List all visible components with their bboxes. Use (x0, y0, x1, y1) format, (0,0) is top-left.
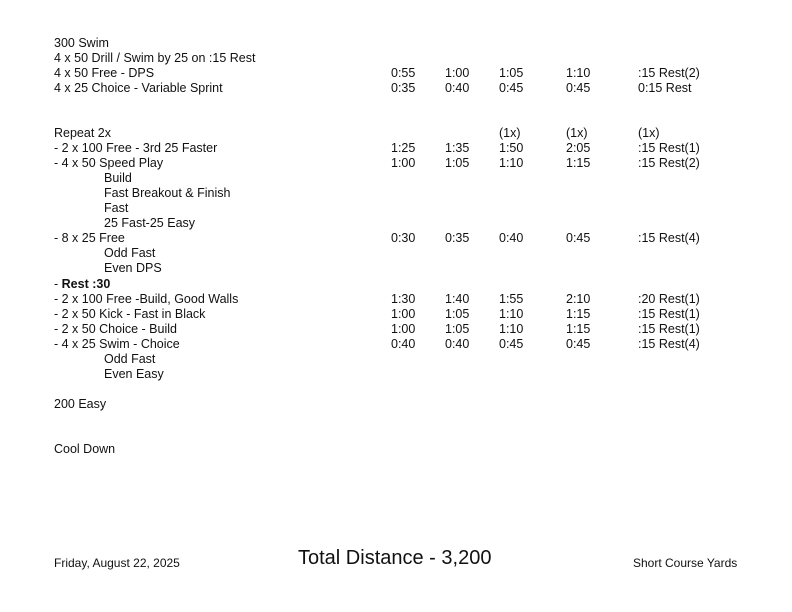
interval-col-4: 0:45 (566, 81, 591, 95)
interval-col-3: 0:40 (499, 231, 524, 245)
line-text: - 2 x 50 Choice - Build (54, 322, 177, 336)
line-text: Fast Breakout & Finish (104, 186, 231, 200)
interval-col-1: 1:25 (391, 141, 416, 155)
line-text: - 2 x 50 Kick - Fast in Black (54, 307, 206, 321)
line-text: - 2 x 100 Free - 3rd 25 Faster (54, 141, 218, 155)
interval-col-3: 0:45 (499, 337, 524, 351)
rest-col: :15 Rest(2) (638, 66, 700, 80)
interval-col-2: 1:00 (445, 66, 470, 80)
interval-col-1: 1:30 (391, 292, 416, 306)
rest-col: (1x) (638, 126, 660, 140)
rest-col: :15 Rest(4) (638, 337, 700, 351)
interval-col-2: 1:05 (445, 156, 470, 170)
line-text: 25 Fast-25 Easy (104, 216, 196, 230)
rest-col: :15 Rest(1) (638, 307, 700, 321)
line-text: - 4 x 25 Swim - Choice (54, 337, 180, 351)
line-text: - 8 x 25 Free (54, 231, 125, 245)
interval-col-3: 1:10 (499, 322, 524, 336)
interval-col-4: 1:15 (566, 307, 591, 321)
interval-col-1: 1:00 (391, 322, 416, 336)
interval-col-4: (1x) (566, 126, 588, 140)
interval-col-2: 0:40 (445, 337, 470, 351)
line-text: - 4 x 50 Speed Play (54, 156, 164, 170)
line-text: Odd Fast (104, 246, 156, 260)
interval-col-1: 1:00 (391, 307, 416, 321)
interval-col-4: 2:05 (566, 141, 591, 155)
rest-col: 0:15 Rest (638, 81, 692, 95)
rest-col: :15 Rest(1) (638, 322, 700, 336)
line-text: 4 x 25 Choice - Variable Sprint (54, 81, 223, 95)
rest-line (54, 277, 110, 292)
interval-col-2: 0:35 (445, 231, 470, 245)
interval-col-3: 1:10 (499, 307, 524, 321)
line-text: 4 x 50 Free - DPS (54, 66, 155, 80)
interval-col-2: 1:35 (445, 141, 470, 155)
interval-col-3: (1x) (499, 126, 521, 140)
line-prefix: - (54, 277, 62, 291)
line-text: Even DPS (104, 261, 162, 275)
line-text: 4 x 50 Drill / Swim by 25 on :15 Rest (54, 51, 256, 65)
line-text: Build (104, 171, 132, 185)
interval-col-2: 1:05 (445, 322, 470, 336)
line-text: Repeat 2x (54, 126, 111, 140)
interval-col-2: 1:40 (445, 292, 470, 306)
interval-col-4: 2:10 (566, 292, 591, 306)
rest-col: :15 Rest(1) (638, 141, 700, 155)
interval-col-1: 0:35 (391, 81, 416, 95)
rest-col: :15 Rest(4) (638, 231, 700, 245)
line-text: Fast (104, 201, 129, 215)
interval-col-3: 0:45 (499, 81, 524, 95)
interval-col-4: 1:10 (566, 66, 591, 80)
interval-col-4: 1:15 (566, 322, 591, 336)
rest-label: Rest :30 (61, 277, 111, 291)
line-text: Odd Fast (104, 352, 156, 366)
interval-col-4: 1:15 (566, 156, 591, 170)
interval-col-2: 1:05 (445, 307, 470, 321)
footer-date: Friday, August 22, 2025 (54, 556, 180, 570)
line-text: - 2 x 100 Free -Build, Good Walls (54, 292, 239, 306)
interval-col-4: 0:45 (566, 231, 591, 245)
total-distance: Total Distance - 3,200 (298, 547, 492, 569)
interval-col-3: 1:55 (499, 292, 524, 306)
course-units: Short Course Yards (633, 556, 738, 570)
interval-col-1: 0:40 (391, 337, 416, 351)
rest-col: :20 Rest(1) (638, 292, 700, 306)
interval-col-3: 1:50 (499, 141, 524, 155)
rest-col: :15 Rest(2) (638, 156, 700, 170)
interval-col-3: 1:10 (499, 156, 524, 170)
line-text: 200 Easy (54, 397, 107, 411)
interval-col-2: 0:40 (445, 81, 470, 95)
interval-col-1: 1:00 (391, 156, 416, 170)
line-text: Cool Down (54, 442, 116, 456)
interval-col-4: 0:45 (566, 337, 591, 351)
interval-col-3: 1:05 (499, 66, 524, 80)
interval-col-1: 0:55 (391, 66, 416, 80)
line-text: Even Easy (104, 367, 164, 381)
interval-col-1: 0:30 (391, 231, 416, 245)
line-text: 300 Swim (54, 36, 109, 50)
